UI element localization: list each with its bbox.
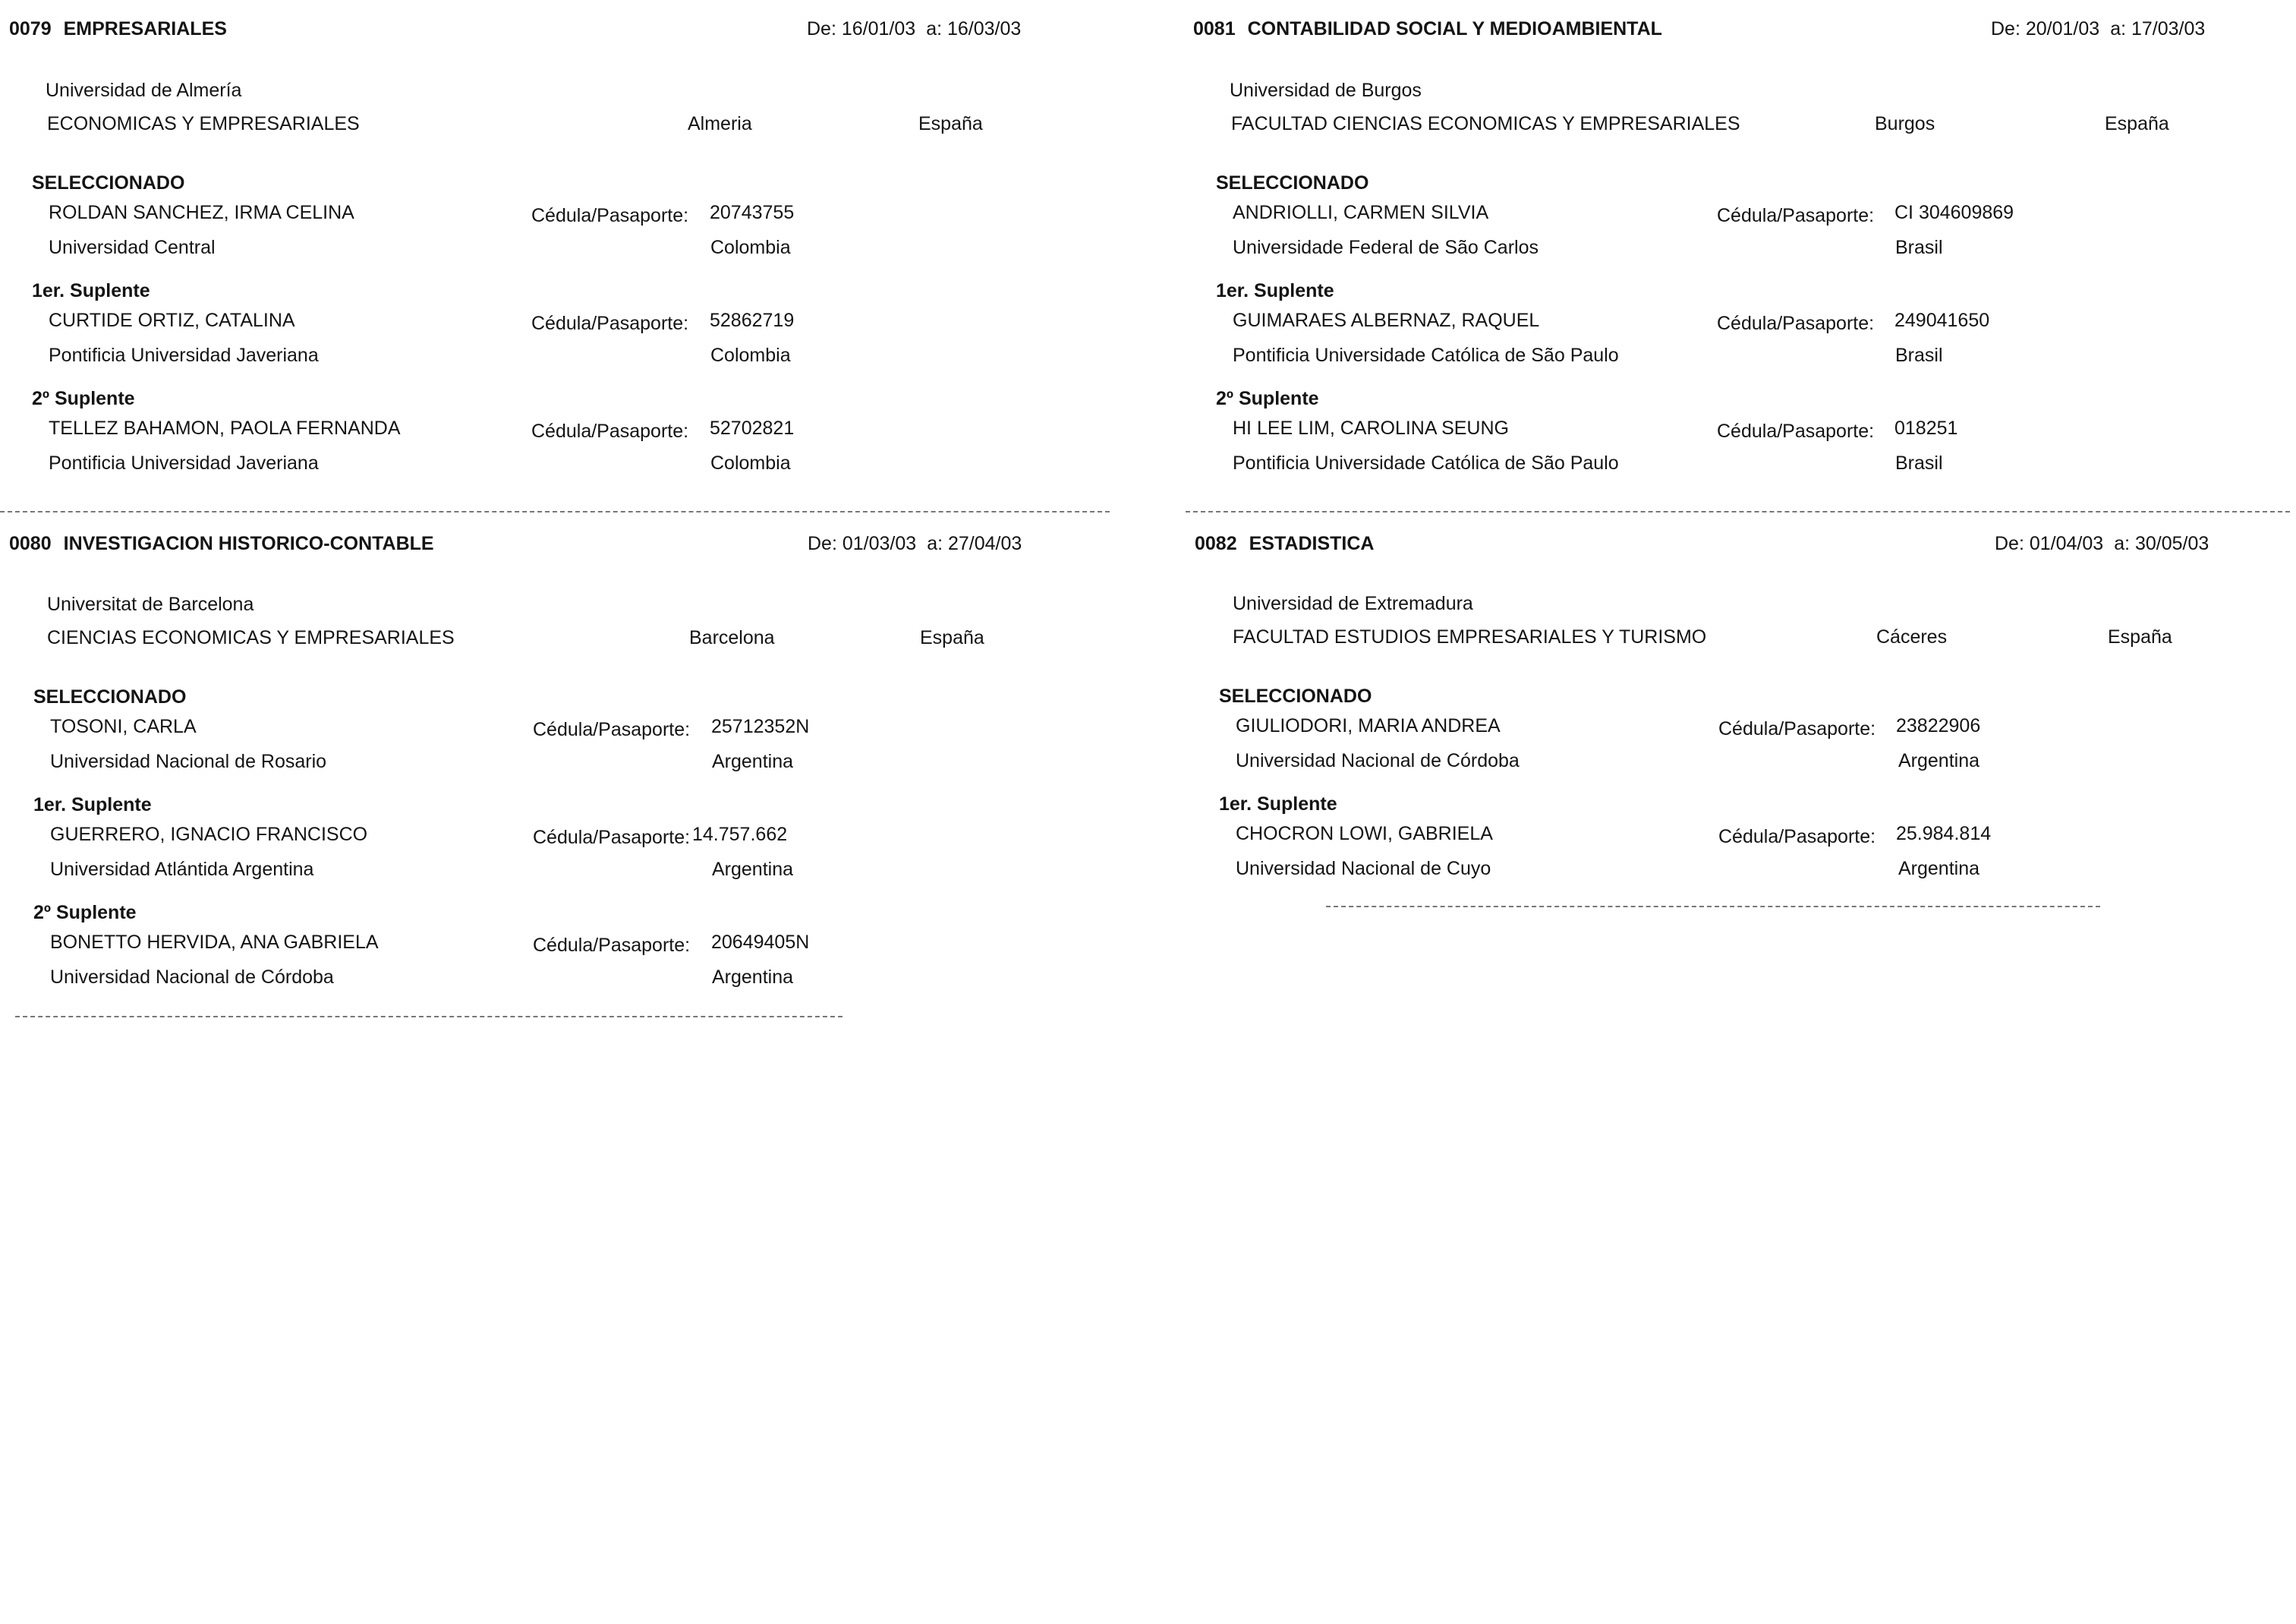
id-label: Cédula/Pasaporte: <box>1717 421 1875 442</box>
candidate-country: Argentina <box>712 859 794 880</box>
candidate-country: Argentina <box>712 751 794 772</box>
candidate-university: Universidad Nacional de Cuyo <box>1236 858 1491 879</box>
host-faculty: CIENCIAS ECONOMICAS Y EMPRESARIALES <box>47 627 455 648</box>
host-city: Cáceres <box>1876 626 1948 648</box>
candidate-country: Argentina <box>1898 750 1980 771</box>
id-number: 23822906 <box>1896 715 1981 736</box>
role-heading: 2º Suplente <box>1216 388 1319 409</box>
candidate-name: GUERRERO, IGNACIO FRANCISCO <box>50 824 368 845</box>
program-dates: De: 01/04/03 a: 30/05/03 <box>1995 533 2209 554</box>
program-title <box>9 533 434 555</box>
date-from: 01/04/03 <box>2029 533 2104 554</box>
role-heading: 1er. Suplente <box>32 280 150 301</box>
program-dates: De: 16/01/03 a: 16/03/03 <box>807 18 1022 39</box>
id-label: Cédula/Pasaporte: <box>531 313 689 334</box>
candidate-university: Pontificia Universidade Católica de São Paulo <box>1233 345 1619 366</box>
candidate-university: Universidad Nacional de Córdoba <box>50 967 334 988</box>
date-from: 20/01/03 <box>2025 18 2100 39</box>
candidate-name: ANDRIOLLI, CARMEN SILVIA <box>1233 202 1489 223</box>
host-university: Universidad de Almería <box>46 80 242 101</box>
id-number: 52862719 <box>710 310 795 331</box>
grant-block-0079 <box>0 0 1108 516</box>
candidate-country: Brasil <box>1895 237 1943 258</box>
id-number: CI 304609869 <box>1894 202 2014 223</box>
candidate-name: TOSONI, CARLA <box>50 716 197 737</box>
program-title <box>1193 18 1662 40</box>
host-city: Burgos <box>1875 113 1935 134</box>
candidate-university: Pontificia Universidad Javeriana <box>49 345 319 366</box>
role-heading: 2º Suplente <box>32 388 135 409</box>
candidate-country: Brasil <box>1895 345 1943 366</box>
program-dates: De: 20/01/03 a: 17/03/03 <box>1991 18 2206 39</box>
host-faculty: FACULTAD ESTUDIOS EMPRESARIALES Y TURISMO <box>1233 626 1707 648</box>
id-label: Cédula/Pasaporte: <box>533 827 691 848</box>
id-number: 20649405N <box>711 932 810 953</box>
role-heading: 1er. Suplente <box>33 794 152 815</box>
id-label: Cédula/Pasaporte: <box>531 421 689 442</box>
date-from: 16/01/03 <box>841 18 916 39</box>
host-city: Barcelona <box>689 627 775 648</box>
id-number: 52702821 <box>710 418 795 439</box>
host-university: Universidad de Burgos <box>1230 80 1422 101</box>
program-name: EMPRESARIALES <box>63 18 227 39</box>
id-label: Cédula/Pasaporte: <box>1718 826 1876 847</box>
role-heading: 1er. Suplente <box>1219 793 1337 815</box>
role-heading: SELECCIONADO <box>1216 172 1369 194</box>
candidate-university: Pontificia Universidade Católica de São Paulo <box>1233 453 1619 474</box>
program-name: CONTABILIDAD SOCIAL Y MEDIOAMBIENTAL <box>1247 18 1662 39</box>
grant-block-0081 <box>1184 0 2292 516</box>
id-label: Cédula/Pasaporte: <box>533 719 691 740</box>
role-heading: SELECCIONADO <box>1219 686 1372 707</box>
program-title <box>9 18 227 40</box>
program-name: INVESTIGACION HISTORICO-CONTABLE <box>63 533 434 554</box>
candidate-country: Brasil <box>1895 453 1943 474</box>
id-label: Cédula/Pasaporte: <box>533 935 691 956</box>
host-country: España <box>2105 113 2169 134</box>
candidate-country: Argentina <box>1898 858 1980 879</box>
id-label: Cédula/Pasaporte: <box>1717 205 1875 226</box>
date-to: 27/04/03 <box>948 533 1022 554</box>
candidate-name: GUIMARAES ALBERNAZ, RAQUEL <box>1233 310 1540 331</box>
date-to: 30/05/03 <box>2135 533 2209 554</box>
program-code: 0081 <box>1193 18 1236 39</box>
id-number: 249041650 <box>1894 310 1990 331</box>
date-to: 16/03/03 <box>947 18 1022 39</box>
grant-block-0082 <box>1186 515 2294 940</box>
candidate-name: CHOCRON LOWI, GABRIELA <box>1236 823 1493 844</box>
candidate-university: Pontificia Universidad Javeriana <box>49 453 319 474</box>
host-university: Universitat de Barcelona <box>47 594 254 615</box>
host-country: España <box>2108 626 2172 648</box>
program-code: 0082 <box>1195 533 1237 554</box>
host-country: España <box>920 627 984 648</box>
id-label: Cédula/Pasaporte: <box>531 205 689 226</box>
candidate-university: Universidad Central <box>49 237 216 258</box>
candidate-university: Universidad Atlántida Argentina <box>50 859 314 880</box>
program-name: ESTADISTICA <box>1249 533 1375 554</box>
candidate-university: Universidad Nacional de Rosario <box>50 751 327 772</box>
candidate-university: Universidad Nacional de Córdoba <box>1236 750 1520 771</box>
grant-block-0080 <box>0 515 1108 1031</box>
host-city: Almeria <box>688 113 752 134</box>
candidate-name: TELLEZ BAHAMON, PAOLA FERNANDA <box>49 418 401 439</box>
id-label: Cédula/Pasaporte: <box>1718 718 1876 739</box>
role-heading: SELECCIONADO <box>33 686 187 708</box>
program-title <box>1195 533 1374 555</box>
candidate-university: Universidade Federal de São Carlos <box>1233 237 1539 258</box>
program-code: 0079 <box>9 18 52 39</box>
divider <box>0 511 1110 512</box>
id-label: Cédula/Pasaporte: <box>1717 313 1875 334</box>
host-country: España <box>918 113 983 134</box>
host-faculty: FACULTAD CIENCIAS ECONOMICAS Y EMPRESARIALES <box>1231 113 1740 134</box>
divider <box>1326 906 2100 907</box>
candidate-name: ROLDAN SANCHEZ, IRMA CELINA <box>49 202 354 223</box>
candidate-country: Argentina <box>712 967 794 988</box>
program-dates: De: 01/03/03 a: 27/04/03 <box>808 533 1022 554</box>
date-from: 01/03/03 <box>842 533 917 554</box>
host-university: Universidad de Extremadura <box>1233 593 1473 614</box>
program-code: 0080 <box>9 533 52 554</box>
role-heading: 2º Suplente <box>33 902 137 923</box>
candidate-country: Colombia <box>710 237 791 258</box>
id-number: 14.757.662 <box>692 824 788 845</box>
id-number: 25712352N <box>711 716 810 737</box>
id-number: 018251 <box>1894 418 1958 439</box>
candidate-name: HI LEE LIM, CAROLINA SEUNG <box>1233 418 1509 439</box>
candidate-name: CURTIDE ORTIZ, CATALINA <box>49 310 295 331</box>
id-number: 20743755 <box>710 202 795 223</box>
id-number: 25.984.814 <box>1896 823 1992 844</box>
candidate-country: Colombia <box>710 345 791 366</box>
role-heading: SELECCIONADO <box>32 172 185 194</box>
host-faculty: ECONOMICAS Y EMPRESARIALES <box>47 113 360 134</box>
divider <box>1186 511 2290 512</box>
candidate-name: GIULIODORI, MARIA ANDREA <box>1236 715 1501 736</box>
divider <box>15 1016 842 1017</box>
candidate-country: Colombia <box>710 453 791 474</box>
role-heading: 1er. Suplente <box>1216 280 1334 301</box>
candidate-name: BONETTO HERVIDA, ANA GABRIELA <box>50 932 379 953</box>
date-to: 17/03/03 <box>2131 18 2206 39</box>
